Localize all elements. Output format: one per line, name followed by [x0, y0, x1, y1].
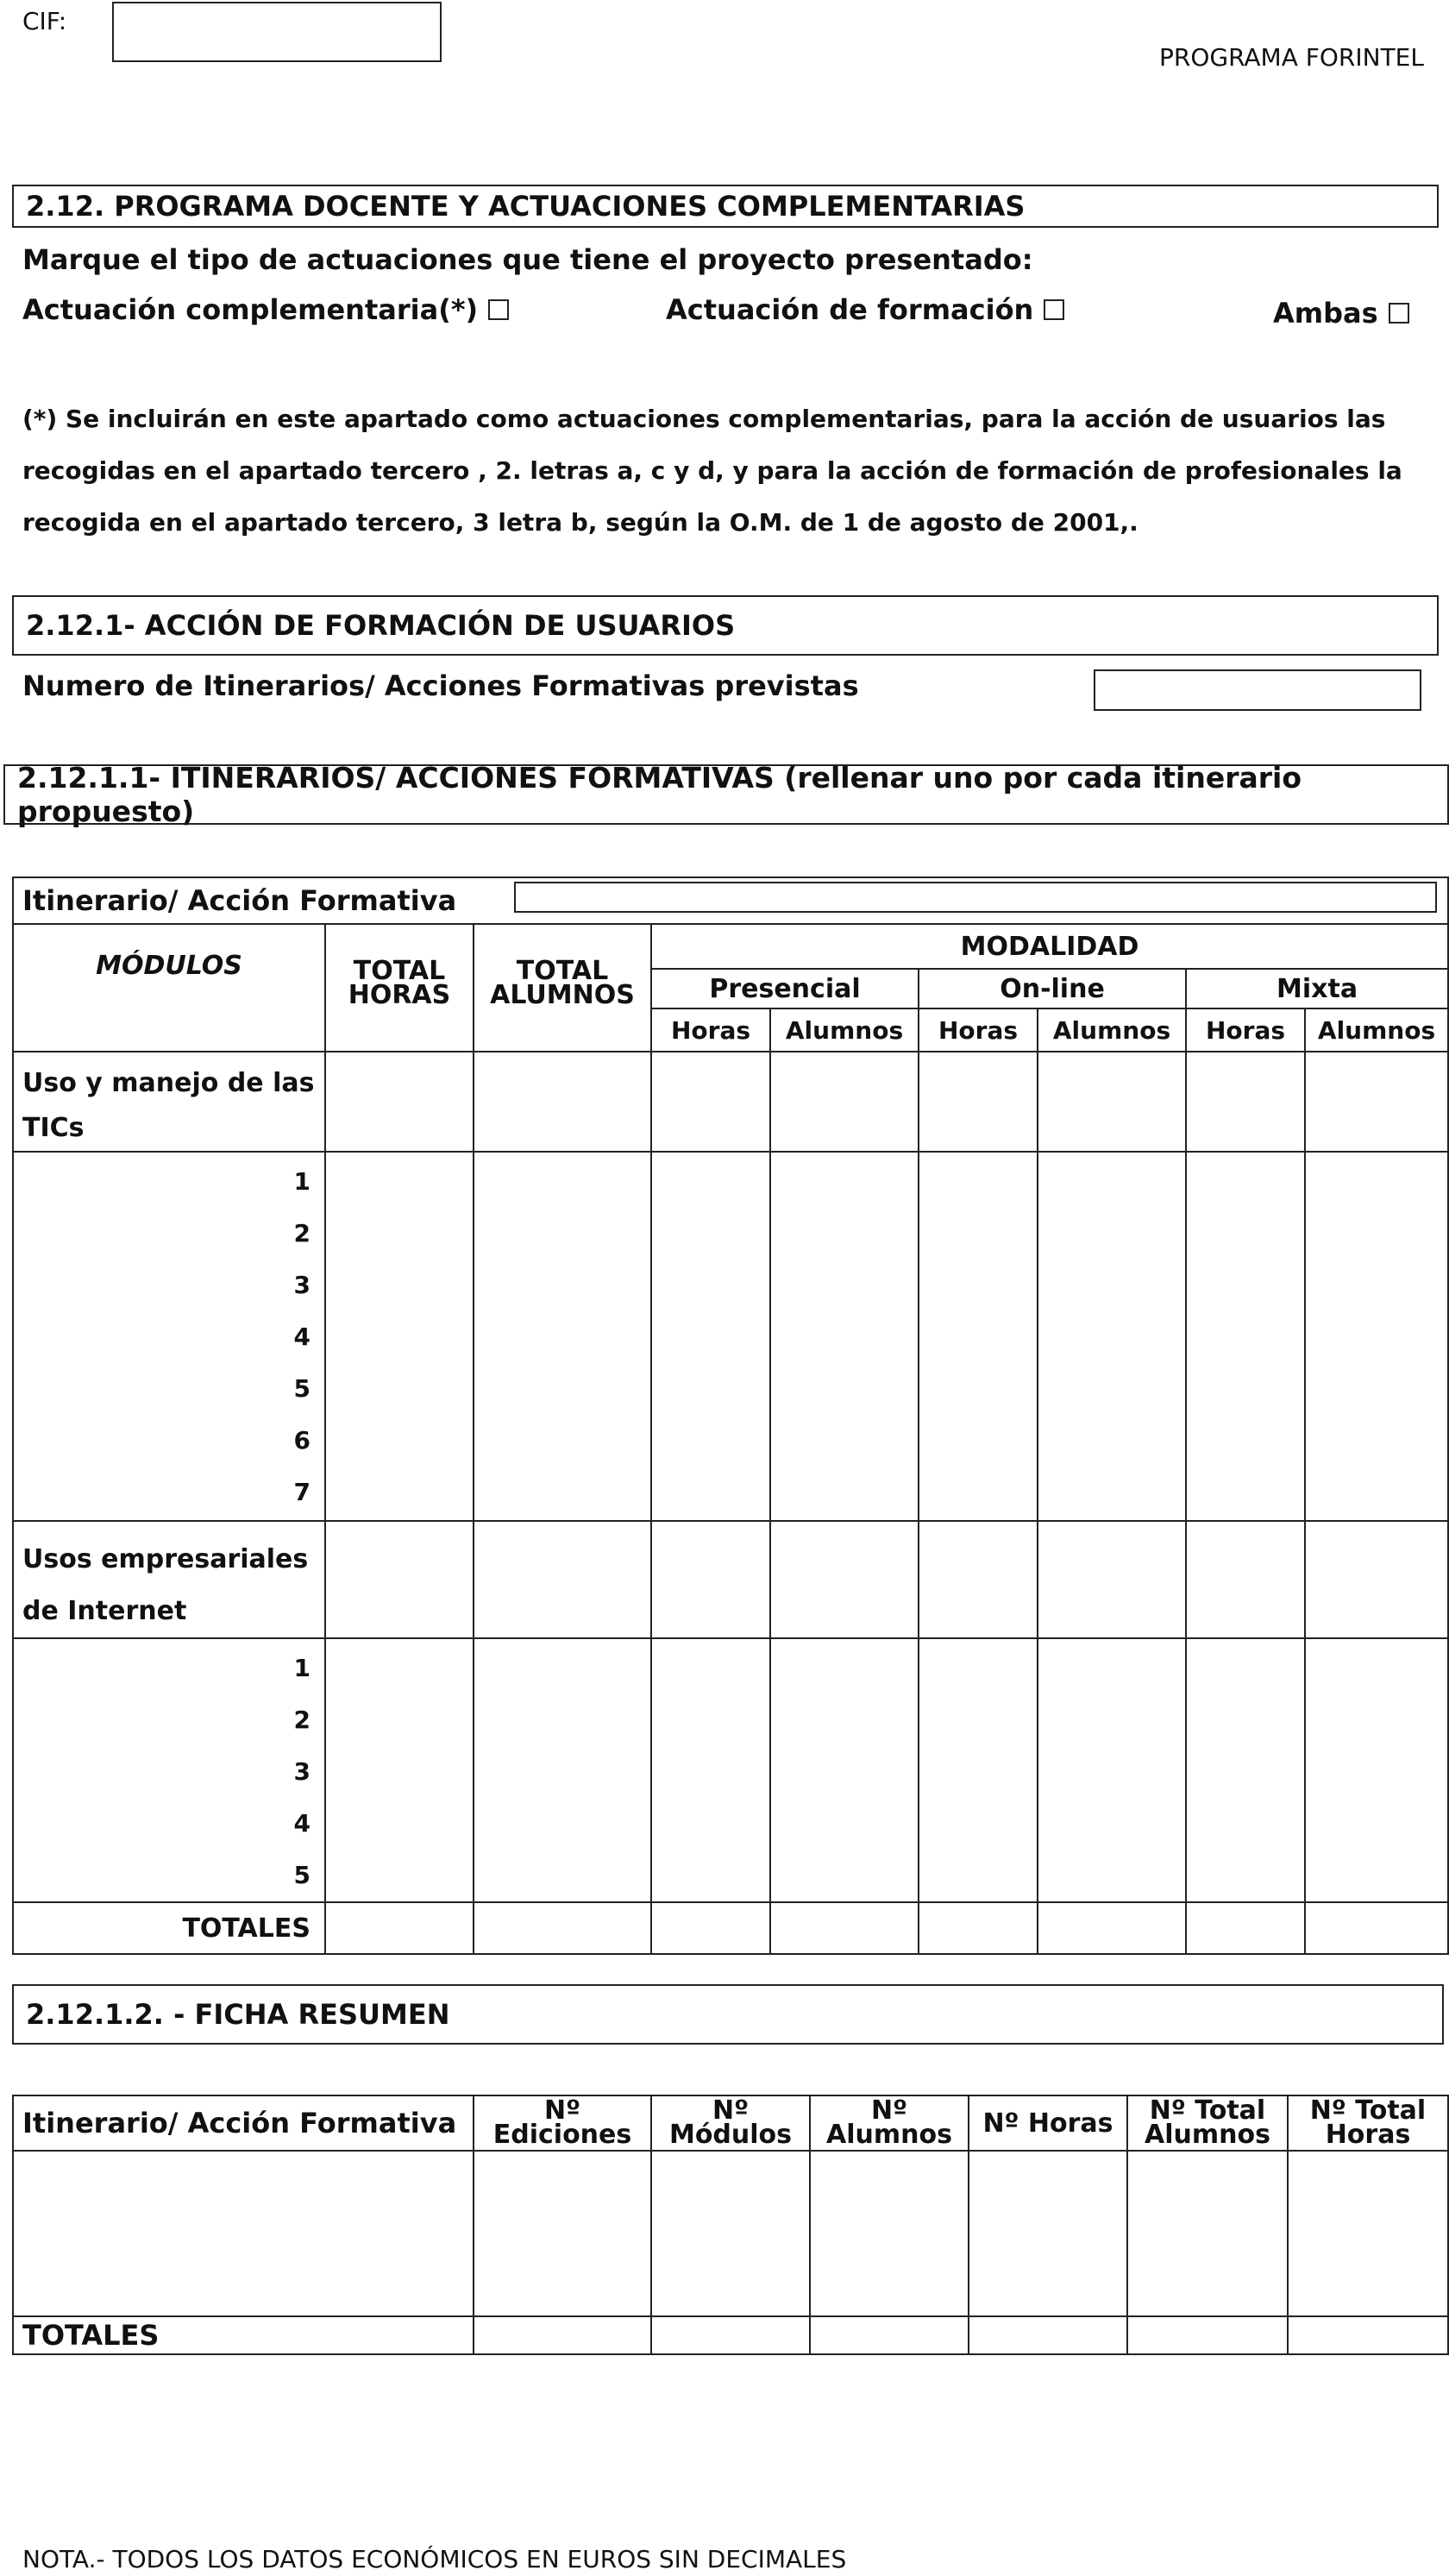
cell[interactable] — [325, 1152, 474, 1521]
cell[interactable] — [474, 1152, 651, 1521]
cell[interactable] — [13, 2151, 474, 2316]
presencial-horas-header: Horas — [651, 1008, 770, 1052]
cell[interactable] — [1305, 1152, 1448, 1521]
total-alumnos-header: TOTAL ALUMNOS — [474, 924, 651, 1052]
group-tics-items — [13, 1152, 325, 1521]
cell[interactable] — [810, 2316, 969, 2354]
cell[interactable] — [474, 1638, 651, 1902]
module-number: 5 — [293, 1374, 310, 1403]
online-horas-header: Horas — [919, 1008, 1038, 1052]
cell[interactable] — [474, 2151, 651, 2316]
actuaciones-question: Marque el tipo de actuaciones que tiene el proyecto presentado: — [22, 243, 1033, 276]
resumen-modulos-header-line1: Nº — [712, 2095, 750, 2126]
group-internet-label-line1: Usos empresariales — [22, 1544, 309, 1574]
total-horas-header: TOTAL HORAS — [325, 924, 474, 1052]
online-alumnos-header: Alumnos — [1038, 1008, 1186, 1052]
program-name: PROGRAMA FORINTEL — [1159, 43, 1424, 72]
cell[interactable] — [651, 1152, 770, 1521]
cell[interactable] — [1186, 1638, 1305, 1902]
module-number: 5 — [293, 1861, 310, 1889]
option-formacion[interactable] — [666, 293, 1064, 326]
cell[interactable] — [1186, 1521, 1305, 1638]
note-line: recogidas en el apartado tercero , 2. letras a, c y d, y para la acción de formación de profesionales la — [22, 456, 1402, 485]
resumen-table — [12, 2095, 1449, 2355]
resumen-total-horas-header-line1: Nº Total — [1309, 2095, 1427, 2126]
group-internet-label — [13, 1521, 325, 1638]
cell[interactable] — [1038, 1902, 1186, 1954]
cell[interactable] — [969, 2151, 1127, 2316]
cell[interactable] — [810, 2151, 969, 2316]
itinerario-input[interactable] — [514, 882, 1437, 913]
cell[interactable] — [651, 2316, 810, 2354]
group-internet-items — [13, 1638, 325, 1902]
cell[interactable] — [919, 1052, 1038, 1152]
cell[interactable] — [1186, 1902, 1305, 1954]
section-2-12-1-title-text: 2.12.1- ACCIÓN DE FORMACIÓN DE USUARIOS — [26, 609, 736, 642]
resumen-modulos-header-line2: Módulos — [668, 2120, 793, 2150]
cell[interactable] — [651, 1902, 770, 1954]
module-number: 7 — [293, 1478, 310, 1506]
cif-label: CIF: — [22, 7, 67, 35]
note-line: recogida en el apartado tercero, 3 letra b, según la O.M. de 1 de agosto de 2001,. — [22, 508, 1138, 537]
checkbox-complementaria[interactable] — [488, 299, 509, 320]
online-header: On-line — [919, 969, 1186, 1008]
checkbox-ambas[interactable] — [1389, 303, 1409, 324]
option-formacion-label: Actuación de formación — [666, 293, 1034, 326]
checkbox-formacion[interactable] — [1044, 299, 1064, 320]
resumen-horas-header: Nº Horas — [969, 2095, 1127, 2151]
mixta-alumnos-header: Alumnos — [1305, 1008, 1448, 1052]
cell[interactable] — [474, 1052, 651, 1152]
cell[interactable] — [1288, 2151, 1448, 2316]
presencial-header: Presencial — [651, 969, 919, 1008]
cell[interactable] — [1038, 1521, 1186, 1638]
cell[interactable] — [919, 1521, 1038, 1638]
cell[interactable] — [1305, 1052, 1448, 1152]
resumen-alumnos-header-line2: Alumnos — [826, 2120, 952, 2150]
cell[interactable] — [1127, 2151, 1288, 2316]
cell[interactable] — [1305, 1638, 1448, 1902]
cell[interactable] — [474, 2316, 651, 2354]
module-number: 3 — [293, 1271, 310, 1299]
cell[interactable] — [325, 1521, 474, 1638]
itinerarios-input[interactable] — [1094, 669, 1421, 711]
module-number: 2 — [293, 1219, 310, 1247]
modulos-header: MÓDULOS — [13, 924, 325, 1052]
resumen-itinerario-header: Itinerario/ Acción Formativa — [13, 2095, 474, 2151]
resumen-totales-label: TOTALES — [13, 2316, 474, 2354]
resumen-total-horas-header — [1288, 2095, 1448, 2151]
note-line: (*) Se incluirán en este apartado como actuaciones complementarias, para la acción de usuarios las — [22, 405, 1386, 433]
actuaciones-note — [22, 393, 1437, 549]
option-ambas-label: Ambas — [1273, 297, 1378, 330]
section-2-12-1-title — [12, 595, 1439, 656]
module-number: 1 — [293, 1654, 310, 1682]
option-complementaria-label: Actuación complementaria(*) — [22, 293, 479, 326]
cell[interactable] — [651, 1638, 770, 1902]
group-tics-label-line2: TICs — [22, 1113, 85, 1143]
section-2-12-1-1-title-text: 2.12.1.1- ITINERARIOS/ ACCIONES FORMATIVAS (rellenar uno por cada itinerario propuesto) — [17, 761, 1302, 828]
modulos-totales-label: TOTALES — [13, 1902, 325, 1954]
presencial-alumnos-header: Alumnos — [770, 1008, 919, 1052]
resumen-alumnos-header-line1: Nº — [870, 2095, 908, 2126]
group-tics-label — [13, 1052, 325, 1152]
cif-input[interactable] — [112, 2, 442, 62]
resumen-total-alumnos-header-line2: Alumnos — [1145, 2120, 1270, 2150]
section-2-12-1-1-title — [3, 761, 1449, 828]
cell[interactable] — [919, 1902, 1038, 1954]
cell[interactable] — [919, 1152, 1038, 1521]
cell[interactable] — [1186, 1052, 1305, 1152]
cell[interactable] — [325, 1638, 474, 1902]
cell[interactable] — [919, 1638, 1038, 1902]
section-2-12-title — [12, 185, 1439, 228]
cell[interactable] — [474, 1902, 651, 1954]
resumen-total-horas-header-line2: Horas — [1325, 2120, 1411, 2150]
group-internet-label-line2: de Internet — [22, 1596, 187, 1626]
cell[interactable] — [969, 2316, 1127, 2354]
module-number: 4 — [293, 1323, 310, 1351]
itinerario-label: Itinerario/ Acción Formativa — [22, 884, 457, 917]
cell[interactable] — [651, 1052, 770, 1152]
section-2-12-1-2-title — [12, 1984, 1444, 2045]
cell[interactable] — [474, 1521, 651, 1638]
module-number: 1 — [293, 1167, 310, 1196]
resumen-ediciones-header — [474, 2095, 651, 2151]
cell[interactable] — [1038, 1638, 1186, 1902]
resumen-alumnos-header — [810, 2095, 969, 2151]
module-number: 4 — [293, 1809, 310, 1838]
cell[interactable] — [770, 1052, 919, 1152]
cell[interactable] — [770, 1521, 919, 1638]
option-ambas[interactable] — [1273, 297, 1409, 330]
mixta-header: Mixta — [1186, 969, 1448, 1008]
cell[interactable] — [770, 1152, 919, 1521]
cell[interactable] — [1038, 1152, 1186, 1521]
section-2-12-1-2-title-text: 2.12.1.2. - FICHA RESUMEN — [26, 1998, 450, 2031]
module-number: 6 — [293, 1426, 310, 1454]
module-number: 2 — [293, 1706, 310, 1734]
resumen-ediciones-header-line1: Nº — [543, 2095, 581, 2126]
resumen-total-alumnos-header — [1127, 2095, 1288, 2151]
cell[interactable] — [1038, 1052, 1186, 1152]
module-number: 3 — [293, 1757, 310, 1786]
cell[interactable] — [770, 1902, 919, 1954]
group-tics-label-line1: Uso y manejo de las — [22, 1068, 315, 1098]
modalidad-header: MODALIDAD — [651, 924, 1448, 969]
cell[interactable] — [1305, 1521, 1448, 1638]
itinerario-row — [13, 877, 1448, 924]
modulos-table — [12, 876, 1449, 1955]
cell[interactable] — [325, 1902, 474, 1954]
itinerarios-label: Numero de Itinerarios/ Acciones Formativas previstas — [22, 669, 859, 702]
option-complementaria[interactable] — [22, 293, 509, 326]
resumen-total-alumnos-header-line1: Nº Total — [1149, 2095, 1266, 2126]
cell[interactable] — [651, 2151, 810, 2316]
section-2-12-title-text: 2.12. PROGRAMA DOCENTE Y ACTUACIONES COMPLEMENTARIAS — [26, 190, 1026, 223]
cell[interactable] — [325, 1052, 474, 1152]
cell[interactable] — [1186, 1152, 1305, 1521]
cell[interactable] — [1305, 1902, 1448, 1954]
cell[interactable] — [1288, 2316, 1448, 2354]
cell[interactable] — [651, 1521, 770, 1638]
mixta-horas-header: Horas — [1186, 1008, 1305, 1052]
resumen-ediciones-header-line2: Ediciones — [492, 2120, 632, 2150]
footer-note: NOTA.- TODOS LOS DATOS ECONÓMICOS EN EUROS SIN DECIMALES — [22, 2545, 847, 2573]
cell[interactable] — [770, 1638, 919, 1902]
resumen-modulos-header — [651, 2095, 810, 2151]
cell[interactable] — [1127, 2316, 1288, 2354]
